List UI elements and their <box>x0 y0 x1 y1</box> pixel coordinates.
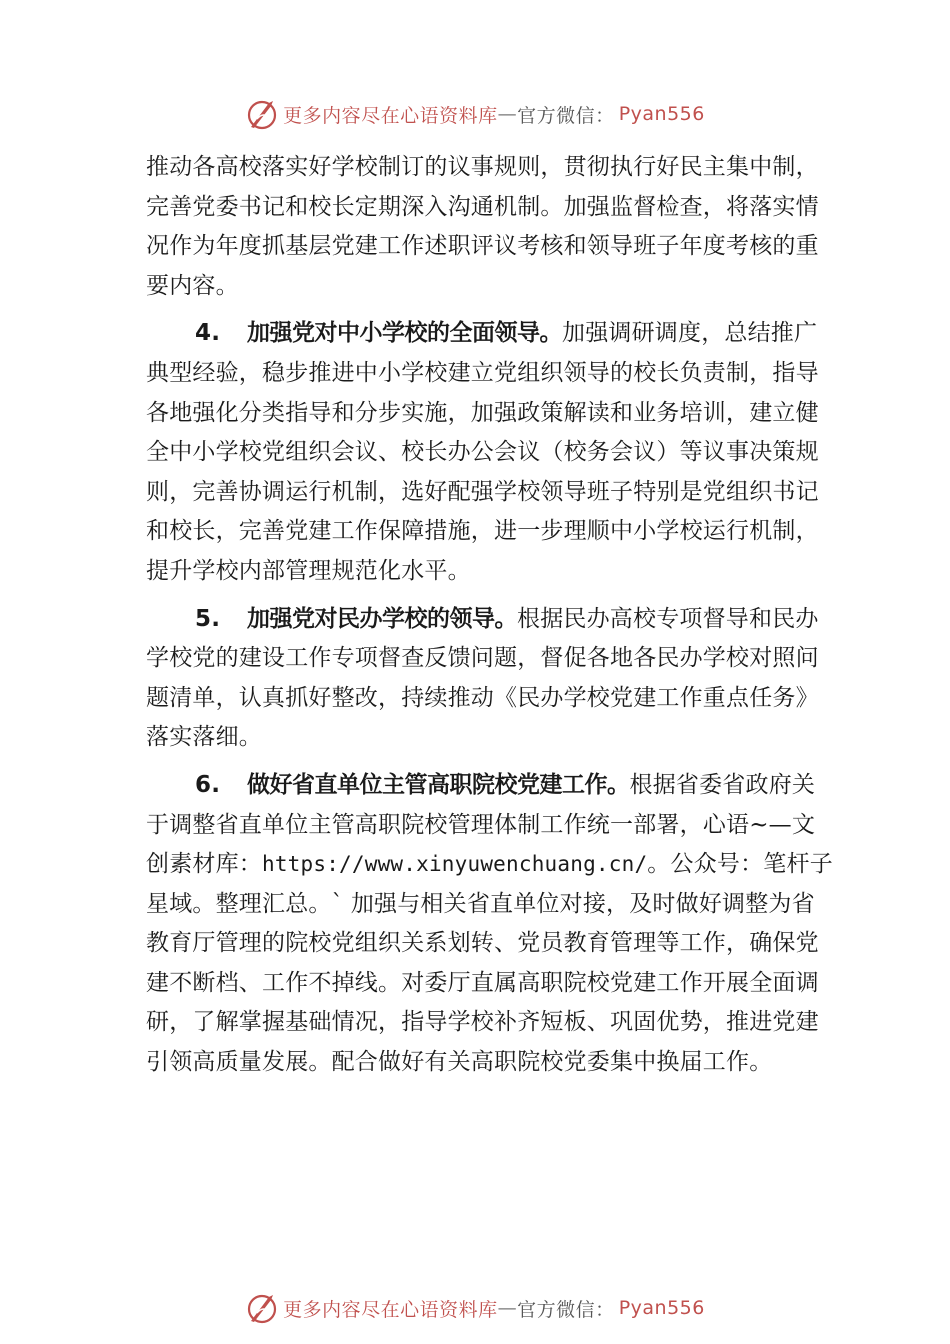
item-heading-5: 加强党对民办学校的领导。 <box>247 605 517 632</box>
watermark-site-text: 更多内容尽在心语资料库 <box>283 1298 498 1321</box>
item-heading-4: 加强党对中小学校的全面领导。 <box>247 320 562 347</box>
inline-source-url: https://www.xinyuwenchuang.cn/ <box>262 852 648 877</box>
quill-logo-icon <box>245 97 279 131</box>
watermark-official-text: 官方微信： <box>517 104 615 127</box>
item-number-6: 6. <box>195 771 221 798</box>
item-number-4: 4. <box>195 320 221 347</box>
paragraph-6 <box>146 766 836 1083</box>
item-number-5: 5. <box>195 605 221 632</box>
watermark-handle: Pyan556 <box>618 1297 705 1319</box>
footer-watermark <box>0 1288 950 1328</box>
watermark-handle: Pyan556 <box>618 103 705 125</box>
header-watermark <box>0 94 950 134</box>
watermark-dash: — <box>497 1297 518 1319</box>
item-text-5: 根据民办高校专项督导和民办学校党的建设工作专项督查反馈问题，督促各地各民办学校对照问题清单，认真抓好整改，持续推动《民办学校党建工作重点任务》落实落细。 <box>146 605 819 751</box>
item-text-6a: 根据省委省政府关于调整省直单位主管高职院校管理体制工作统一部署， <box>146 771 816 838</box>
item-text-6b: 加强与相关省直单位对接，及时做好调整为省教育厅管理的院校党组织关系划转、党员教育管理等工作，确保党建不断档、工作不掉线。对委厅直属高职院校党建工作开展全面调研，了解掌握基础情况，指导学校补齐短板、巩固优势，推进党建引领高质量发展。配合做好有关高职院校党委集中换届工作。 <box>146 890 819 1076</box>
paragraph-5 <box>146 600 836 758</box>
paragraph-1: 推动各高校落实好学校制订的议事规则，贯彻执行好民主集中制，完善党委书记和校长定期深入沟通机制。加强监督检查，将落实情况作为年度抓基层党建工作述职评议考核和领导班子年度考核的重要内容。 <box>146 154 819 299</box>
watermark-official-text: 官方微信： <box>517 1298 615 1321</box>
paragraph-4 <box>146 314 836 591</box>
inline-source-suffix: 。公众号：笔杆子星域。整理汇总。` <box>146 851 833 917</box>
watermark-dash: — <box>497 103 518 125</box>
item-text-4: 加强调研调度，总结推广典型经验，稳步推进中小学校建立党组织领导的校长负责制，指导各地强化分类指导和分步实施，加强政策解读和业务培训，建立健全中小学校党组织会议、校长办公会议（校务会议）等议事决策规则，完善协调运行机制，选好配强学校领导班子特别是党组织书记和校长，完善党建工作保障措施，进一步理顺中小学校运行机制，提升学校内部管理规范化水平。 <box>146 320 819 584</box>
quill-logo-icon <box>245 1291 279 1325</box>
item-heading-6: 做好省直单位主管高职院校党建工作。 <box>247 771 630 798</box>
watermark-site-text: 更多内容尽在心语资料库 <box>283 104 498 127</box>
document-body <box>146 148 836 1091</box>
inline-source-prefix: 心语~—文创素材库： <box>146 811 816 878</box>
